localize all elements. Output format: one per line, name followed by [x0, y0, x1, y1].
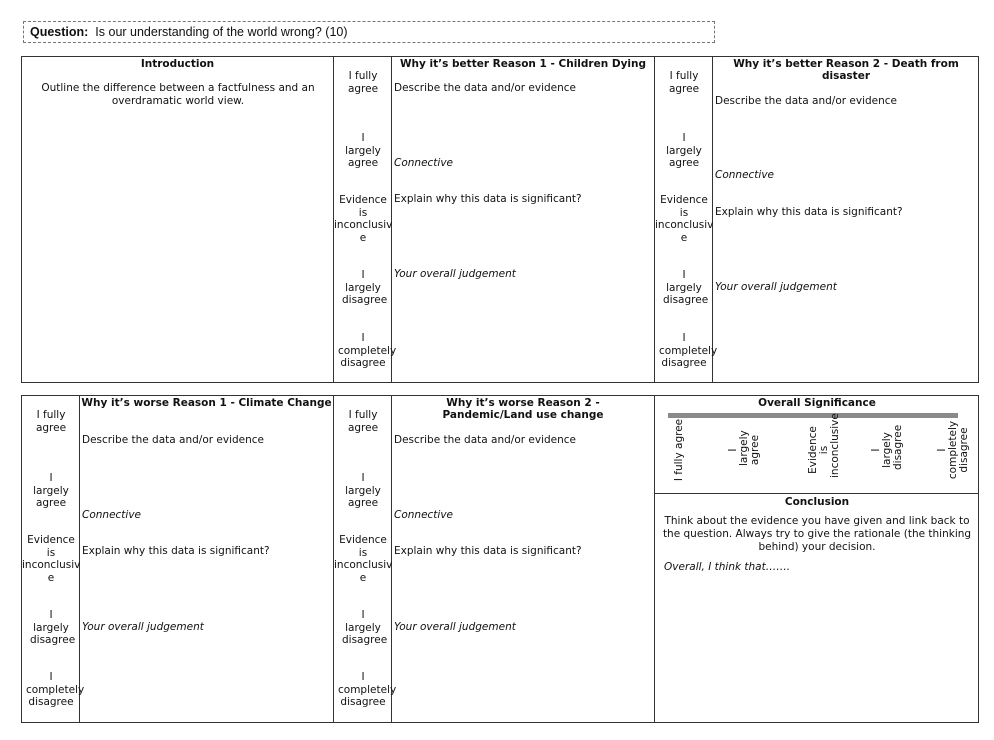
- scale-completely-disagree: I completely disagree: [338, 332, 397, 369]
- divider: [654, 395, 655, 723]
- prompt-connective: Connective: [394, 509, 454, 521]
- scale-fully-agree: I fully agree: [668, 70, 700, 95]
- prompt-connective: Connective: [82, 509, 142, 521]
- scale-largely-agree: I largely agree: [345, 132, 381, 169]
- prompt-connective: Connective: [394, 157, 454, 169]
- significance-label: I completely disagree: [936, 420, 970, 480]
- worse2-title: Why it’s worse Reason 2 - Pandemic/Land use change: [442, 397, 604, 421]
- prompt-judgement: Your overall judgement: [715, 281, 837, 293]
- scale-completely-disagree: I completely disagree: [26, 671, 85, 708]
- prompt-describe: Describe the data and/or evidence: [394, 434, 577, 446]
- scale-inconclusive: Evidence is inconclusiv e: [334, 194, 393, 244]
- worse1-title: Why it’s worse Reason 1 - Climate Change: [81, 397, 332, 409]
- significance-label: I fully agree: [673, 418, 685, 482]
- question-text: Is our understanding of the world wrong? (10): [95, 25, 348, 39]
- prompt-explain: Explain why this data is significant?: [715, 206, 903, 218]
- scale-largely-disagree: I largely disagree: [30, 609, 76, 646]
- divider: [654, 493, 979, 494]
- prompt-explain: Explain why this data is significant?: [394, 545, 582, 557]
- scale-largely-disagree: I largely disagree: [342, 609, 388, 646]
- scale-inconclusive: Evidence is inconclusiv e: [655, 194, 714, 244]
- question-box: [23, 21, 715, 43]
- prompt-describe: Describe the data and/or evidence: [715, 95, 898, 107]
- prompt-explain: Explain why this data is significant?: [82, 545, 270, 557]
- scale-largely-disagree: I largely disagree: [663, 269, 709, 306]
- scale-largely-agree: I largely agree: [345, 472, 381, 509]
- scale-largely-agree: I largely agree: [33, 472, 69, 509]
- scale-fully-agree: I fully agree: [347, 409, 379, 434]
- scale-completely-disagree: I completely disagree: [338, 671, 397, 708]
- scale-fully-agree: I fully agree: [35, 409, 67, 434]
- better1-title: Why it’s better Reason 1 - Children Dying: [399, 58, 647, 70]
- scale-largely-agree: I largely agree: [666, 132, 702, 169]
- prompt-judgement: Your overall judgement: [394, 268, 516, 280]
- better2-title: Why it’s better Reason 2 - Death from disaster: [733, 58, 959, 82]
- significance-label: Evidence is inconclusive: [807, 413, 841, 478]
- intro-text: Outline the difference between a factfulness and an overdramatic world view.: [41, 82, 315, 107]
- prompt-judgement: Your overall judgement: [394, 621, 516, 633]
- prompt-explain: Explain why this data is significant?: [394, 193, 582, 205]
- prompt-connective: Connective: [715, 169, 775, 181]
- conclusion-starter: Overall, I think that…….: [664, 561, 791, 573]
- conclusion-text: Think about the evidence you have given and link back to the question. Always try to give the rationale (the thinking behind) your decision.: [662, 515, 972, 553]
- scale-largely-disagree: I largely disagree: [342, 269, 388, 306]
- conclusion-title: Conclusion: [784, 496, 850, 508]
- prompt-judgement: Your overall judgement: [82, 621, 204, 633]
- scale-fully-agree: I fully agree: [347, 70, 379, 95]
- scale-completely-disagree: I completely disagree: [659, 332, 718, 369]
- scale-inconclusive: Evidence is inconclusiv e: [334, 534, 393, 584]
- prompt-describe: Describe the data and/or evidence: [394, 82, 577, 94]
- significance-label: I largely agree: [727, 430, 761, 466]
- significance-title: Overall Significance: [758, 397, 876, 409]
- significance-label: I largely disagree: [870, 424, 904, 470]
- question-label: Question:: [30, 25, 89, 39]
- prompt-describe: Describe the data and/or evidence: [82, 434, 265, 446]
- scale-inconclusive: Evidence is inconclusiv e: [22, 534, 81, 584]
- intro-title: Introduction: [140, 58, 215, 70]
